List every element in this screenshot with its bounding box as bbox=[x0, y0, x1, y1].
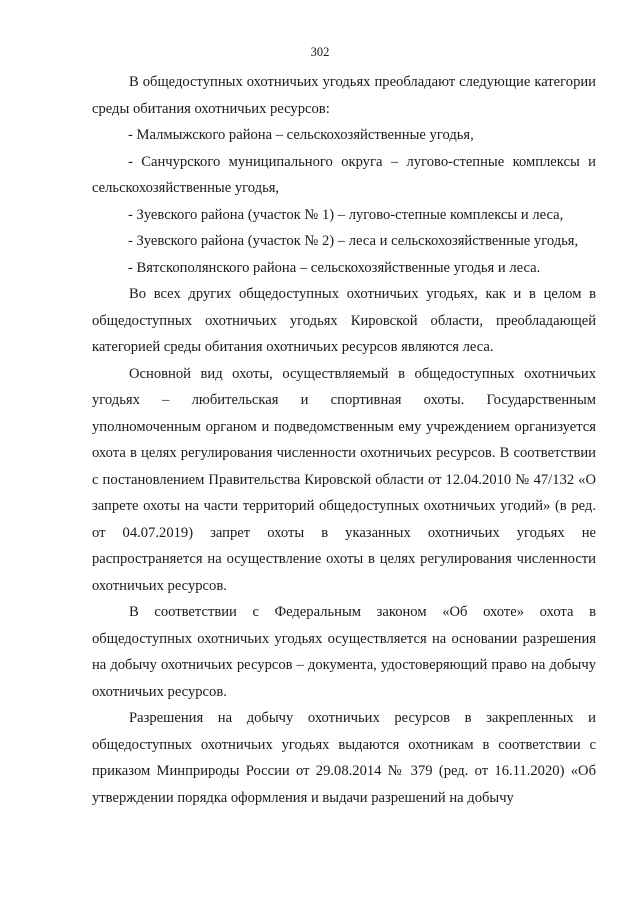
page-number: 302 bbox=[310, 45, 330, 59]
list-item-sanchursk: - Санчурского муниципального округа – лугово-степные комплексы и сельскохозяйственные угодья, bbox=[92, 153, 596, 196]
list-item-vyatskiye-polyany: - Вятскополянского района – сельскохозяйственные угодья и леса. bbox=[128, 259, 541, 276]
paragraph-other-grounds: Во всех других общедоступных охотничьих угодьях, как и в целом в общедоступных охотничьих угодьях Кировской области, преобладающей категорией среды обитания охотничьих ресурсов являются леса. bbox=[92, 286, 596, 355]
paragraph-hunting-types: Основной вид охоты, осуществляемый в общедоступных охотничьих угодьях – любительская и спортивная охоты. Государственным уполномоченным органом и подведомственным ему учреждением организуется охота в целях регулирования численности охотничьих ресурсов. В соответствии с постановлением Правительства Кировской области от 12.04.2010 № 47/132 «О запрете охоты на части территорий общедоступных охотничьих угодий» (в ред. от 04.07.2019) запрет охоты в указанных охотничьих угодьях не распространяется на осуществление охоты в целях регулирования численности охотничьих ресурсов. bbox=[92, 365, 596, 594]
paragraph-habitat-intro: В общедоступных охотничьих угодьях преобладают следующие категории среды обитания охотничьих ресурсов: bbox=[92, 74, 596, 117]
list-item-zuevka-1: - Зуевского района (участок № 1) – лугово-степные комплексы и леса, bbox=[128, 206, 564, 223]
paragraph-permits: Разрешения на добычу охотничьих ресурсов в закрепленных и общедоступных охотничьих угодьях выдаются охотникам в соответствии с приказом Минприроды России от 29.08.2014 № 379 (ред. от 16.11.2020) «Об утверждении порядка оформления и выдачи разрешений на добычу bbox=[92, 710, 596, 806]
paragraph-federal-law: В соответствии с Федеральным законом «Об охоте» охота в общедоступных охотничьих угодьях осуществляется на основании разрешения на добычу охотничьих ресурсов – документа, удостоверяющий право на добычу охотничьих ресурсов. bbox=[92, 604, 596, 700]
list-item-zuevka-2: - Зуевского района (участок № 2) – леса и сельскохозяйственные угодья, bbox=[128, 233, 579, 249]
document-body bbox=[92, 69, 596, 811]
list-item-malmyzh: - Малмыжского района – сельскохозяйственные угодья, bbox=[128, 127, 474, 143]
